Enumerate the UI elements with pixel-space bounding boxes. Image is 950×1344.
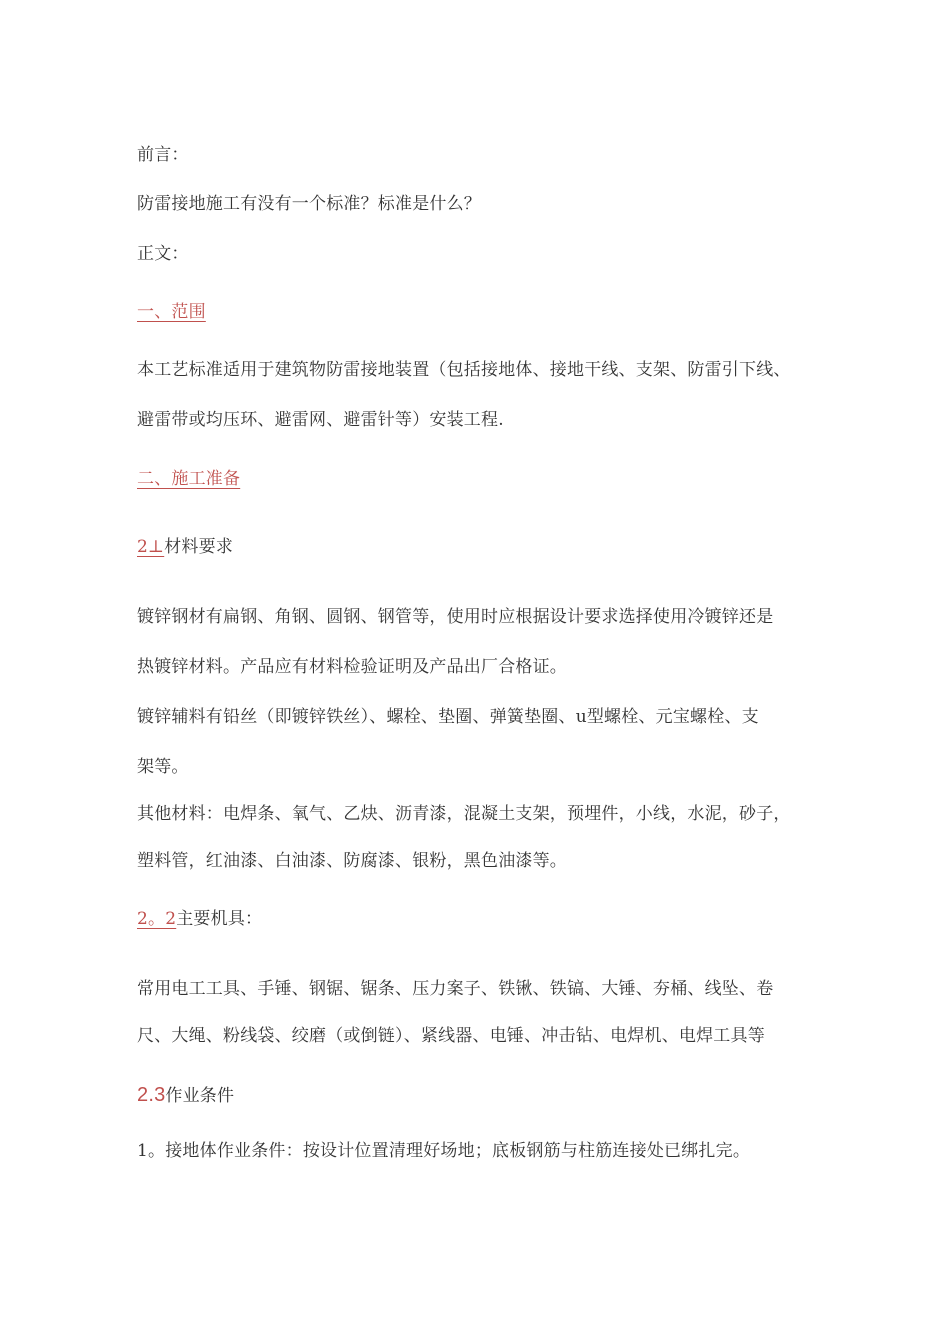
subsection-2-2-heading — [137, 907, 262, 931]
paragraph-line: 镀锌辅料有铅丝（即镀锌铁丝）、螺栓、垫圈、弹簧垫圈、u型螺栓、元宝螺栓、支 — [137, 707, 759, 727]
preface-question: 防雷接地施工有没有一个标准？标准是什么？ — [137, 194, 481, 214]
section-1-paragraph-line: 避雷带或均压环、避雷网、避雷针等）安装工程. — [137, 410, 504, 430]
section-1-paragraph-line: 本工艺标准适用于建筑物防雷接地装置（包括接地体、接地干线、支架、防雷引下线、 — [137, 360, 791, 380]
subsection-2-3-number: 2.3 — [137, 1084, 166, 1106]
paragraph-line: 其他材料：电焊条、氧气、乙炔、沥青漆，混凝土支架，预埋件，小线，水泥，砂子， — [137, 804, 791, 824]
paragraph-line: 常用电工工具、手锤、钢锯、锯条、压力案子、铁锹、铁镐、大锤、夯桶、线坠、卷 — [137, 979, 774, 999]
preface-label: 前言： — [137, 145, 189, 165]
paragraph-line: 1。接地体作业条件：按设计位置清理好场地；底板钢筋与柱筋连接处已绑扎完。 — [137, 1141, 751, 1161]
subsection-2-1-number: 2⊥ — [137, 537, 165, 557]
body-label: 正文： — [137, 244, 189, 264]
section-1-heading: 一、范围 — [137, 302, 206, 322]
paragraph-line: 架等。 — [137, 757, 189, 777]
subsection-2-2-number: 2。2 — [137, 909, 177, 929]
section-2-heading: 二、施工准备 — [137, 469, 241, 489]
paragraph-line: 尺、大绳、粉线袋、绞磨（或倒链）、紧线器、电锤、冲击钻、电焊机、电焊工具等 — [137, 1026, 765, 1046]
paragraph-line: 镀锌钢材有扁钢、角钢、圆钢、钢管等，使用时应根据设计要求选择使用冷镀锌还是 — [137, 607, 774, 627]
paragraph-line: 热镀锌材料。产品应有材料检验证明及产品出厂合格证。 — [137, 657, 567, 677]
subsection-2-1-heading — [137, 535, 233, 559]
subsection-2-2-title: 主要机具： — [176, 909, 263, 929]
paragraph-line: 塑料管，红油漆、白油漆、防腐漆、银粉，黑色油漆等。 — [137, 851, 567, 871]
subsection-2-1-title: 材料要求 — [164, 537, 234, 557]
subsection-2-3-heading — [137, 1083, 234, 1108]
subsection-2-3-title: 作业条件 — [165, 1086, 235, 1106]
